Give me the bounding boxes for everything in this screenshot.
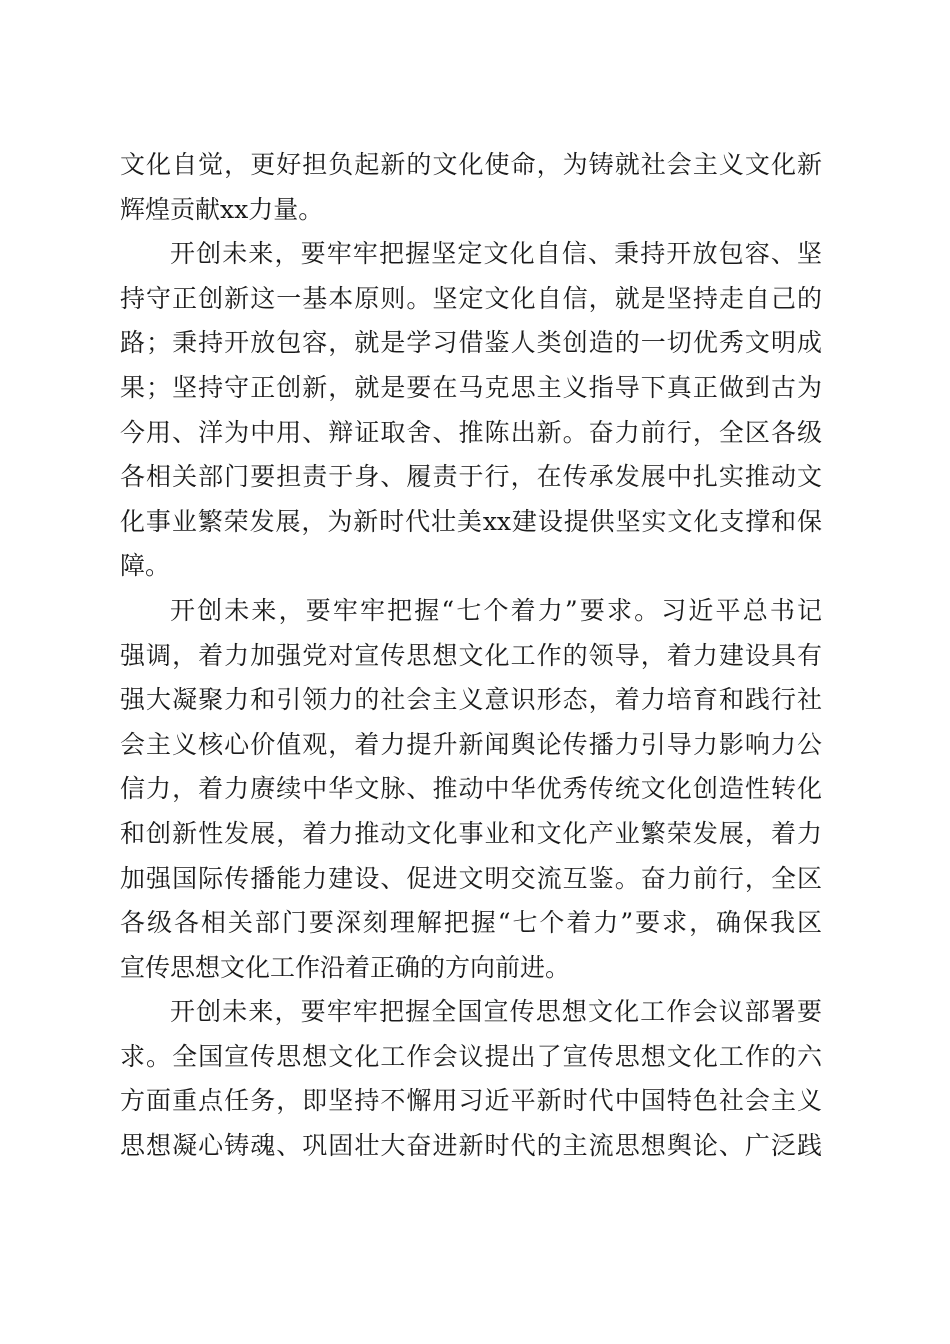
text-line: 路；秉持开放包容，就是学习借鉴人类创造的一切优秀文明成 — [120, 328, 822, 358]
text-line: 持守正创新这一基本原则。坚定文化自信，就是坚持走自己的 — [120, 283, 822, 313]
text-line: 开创未来，要牢牢把握“七个着力”要求。习近平总书记 — [170, 595, 822, 625]
document-body — [120, 143, 822, 1169]
text-line: 强调，着力加强党对宣传思想文化工作的领导，着力建设具有 — [120, 640, 822, 670]
text-line: 宣传思想文化工作沿着正确的方向前进。 — [120, 952, 571, 982]
text-line: 信力，着力赓续中华文脉、推动中华优秀传统文化创造性转化 — [120, 774, 822, 804]
text-line: 文化自觉，更好担负起新的文化使命，为铸就社会主义文化新 — [120, 150, 822, 179]
paragraph-3 — [120, 589, 822, 990]
text-line: 各相关部门要担责于身、履责于行，在传承发展中扎实推动文 — [120, 462, 822, 492]
text-line: 辉煌贡献xx力量。 — [120, 194, 324, 224]
text-line: 和创新性发展，着力推动文化事业和文化产业繁荣发展，着力 — [120, 818, 822, 848]
text-line: 障。 — [120, 551, 171, 581]
text-line: 今用、洋为中用、辩证取舍、推陈出新。奋力前行，全区各级 — [120, 417, 822, 447]
text-line: 各级各相关部门要深刻理解把握“七个着力”要求，确保我区 — [120, 908, 822, 938]
paragraph-1 — [120, 143, 822, 232]
paragraph-4 — [120, 990, 822, 1168]
text-line: 会主义核心价值观，着力提升新闻舆论传播力引导力影响力公 — [120, 729, 822, 759]
text-line: 方面重点任务，即坚持不懈用习近平新时代中国特色社会主义 — [120, 1086, 822, 1116]
text-line: 化事业繁荣发展，为新时代壮美xx建设提供坚实文化支撑和保 — [120, 506, 822, 536]
paragraph-2 — [120, 232, 822, 589]
text-line: 思想凝心铸魂、巩固壮大奋进新时代的主流思想舆论、广泛践 — [120, 1131, 822, 1161]
text-line: 加强国际传播能力建设、促进文明交流互鉴。奋力前行，全区 — [120, 863, 822, 893]
text-line: 强大凝聚力和引领力的社会主义意识形态，着力培育和践行社 — [120, 685, 822, 715]
text-line: 果；坚持守正创新，就是要在马克思主义指导下真正做到古为 — [120, 372, 822, 402]
text-line: 求。全国宣传思想文化工作会议提出了宣传思想文化工作的六 — [120, 1041, 822, 1071]
text-line: 开创未来，要牢牢把握坚定文化自信、秉持开放包容、坚 — [170, 239, 822, 269]
text-line: 开创未来，要牢牢把握全国宣传思想文化工作会议部署要 — [170, 997, 822, 1027]
